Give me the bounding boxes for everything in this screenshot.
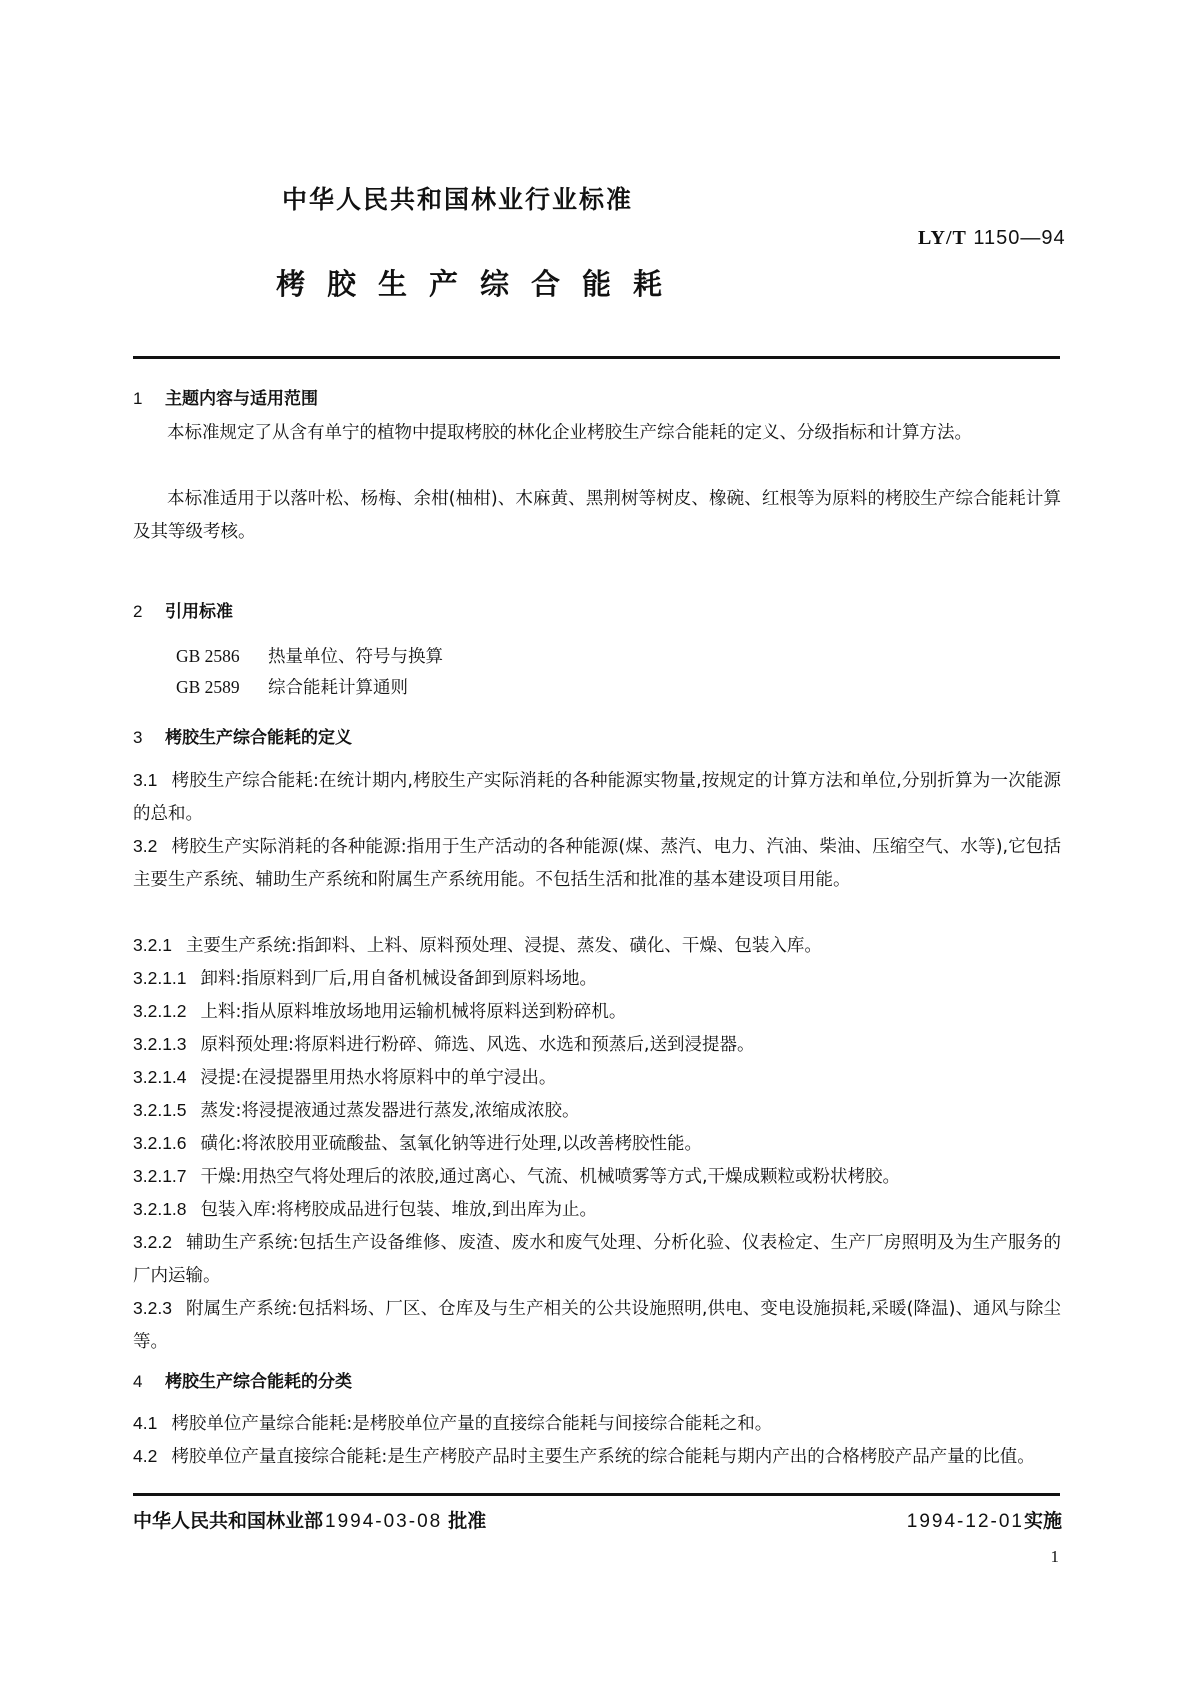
clause-number: 3.2.1.6 [133,1133,187,1153]
clause-text: 主要生产系统:指卸料、上料、原料预处理、浸提、蒸发、磺化、干燥、包装入库。 [185,936,822,956]
clause-text: 栲胶生产实际消耗的各种能源:指用于生产活动的各种能源(煤、蒸汽、电力、汽油、柴油、压缩空气、水等),它包括主要生产系统、辅助生产系统和附属生产系统用能。不包括生活和批准的基本建设项目用能。 [133,837,1061,890]
section-4-heading [133,1367,352,1392]
clause-text: 干燥:用热空气将处理后的浓胶,通过离心、气流、机械喷雾等方式,干燥成颗粒或粉状栲胶。 [200,1167,901,1187]
clause-number: 3.2.1.7 [133,1166,187,1186]
clause-text: 附属生产系统:包括料场、厂区、仓库及与生产相关的公共设施照明,供电、变电设施损耗,采暖(降温)、通风与除尘等。 [133,1299,1061,1352]
clause-3-2-1-8 [133,1193,1061,1227]
clause-3-2-1-2 [133,995,1061,1029]
reference-code: GB 2589 [176,677,240,697]
section-title: 主题内容与适用范围 [165,389,318,409]
section-title: 引用标准 [165,602,233,622]
effective-label: 实施 [1023,1510,1062,1532]
clause-text: 上料:指从原料堆放场地用运输机械将原料送到粉碎机。 [200,1002,627,1022]
clause-text: 蒸发:将浸提液通过蒸发器进行蒸发,浓缩成浓胶。 [200,1101,580,1121]
clause-number: 3.2.1 [133,935,172,955]
clause-number: 3.2.3 [133,1298,172,1318]
clause-number: 3.2.1.3 [133,1034,187,1054]
clause-text: 原料预处理:将原料进行粉碎、筛选、风选、水选和预蒸后,送到浸提器。 [200,1035,755,1055]
clause-number: 3.2.1.5 [133,1100,187,1120]
issuing-organization: 中华人民共和国林业行业标准 [282,185,634,214]
clause-number: 3.2 [133,836,158,856]
clause-3-2 [133,830,1061,897]
section-number: 2 [133,602,143,621]
section-number: 1 [133,389,143,408]
standard-code-prefix: LY/T [918,227,967,249]
clause-3-1 [133,764,1061,831]
section-1-heading [133,384,318,409]
reference-title: 热量单位、符号与换算 [268,647,443,667]
clause-3-2-1 [133,929,1061,963]
clause-3-2-2 [133,1226,1061,1293]
clause-number: 4.2 [133,1446,158,1466]
clause-3-2-3 [133,1292,1061,1359]
clause-number: 4.1 [133,1413,158,1433]
section-2-heading [133,597,233,622]
reference-code: GB 2586 [176,646,240,666]
clause-4-1 [133,1407,1061,1441]
section-title: 栲胶生产综合能耗的定义 [165,728,352,748]
approval-organization: 中华人民共和国林业部 [133,1510,324,1532]
clause-number: 3.2.1.4 [133,1067,187,1087]
clause-number: 3.2.2 [133,1232,172,1252]
clause-number: 3.2.1.8 [133,1199,187,1219]
section-1-paragraph-1: 本标准规定了从含有单宁的植物中提取栲胶的林化企业栲胶生产综合能耗的定义、分级指标和计算方法。 [167,423,972,443]
clause-3-2-1-4 [133,1061,1061,1095]
document-title: 栲胶生产综合能耗 [276,267,685,301]
clause-text: 栲胶单位产量综合能耗:是栲胶单位产量的直接综合能耗与间接综合能耗之和。 [171,1414,773,1434]
clause-3-2-1-6 [133,1127,1061,1161]
approval-line [133,1506,486,1533]
clause-text: 卸料:指原料到厂后,用自备机械设备卸到原料场地。 [200,969,597,989]
clause-3-2-1-5 [133,1094,1061,1128]
standard-code-number: 1150—94 [973,227,1066,249]
clause-text: 辅助生产系统:包括生产设备维修、废渣、废水和废气处理、分析化验、仪表检定、生产厂房照明及为生产服务的厂内运输。 [133,1233,1061,1286]
reference-item [176,674,408,699]
standard-code [918,227,1066,250]
page-number: 1 [1050,1547,1059,1566]
reference-item [176,643,443,668]
approval-date: 1994-03-08 [325,1511,443,1532]
section-number: 4 [133,1372,143,1391]
clause-3-2-1-7 [133,1160,1061,1194]
clause-text: 磺化:将浓胶用亚硫酸盐、氢氧化钠等进行处理,以改善栲胶性能。 [200,1134,702,1154]
clause-3-2-1-1 [133,962,1061,996]
effective-line [907,1506,1062,1533]
header-divider [133,356,1060,359]
section-title: 栲胶生产综合能耗的分类 [165,1372,352,1392]
section-number: 3 [133,728,143,747]
approval-label: 批准 [448,1510,487,1532]
clause-text: 浸提:在浸提器里用热水将原料中的单宁浸出。 [200,1068,557,1088]
effective-date: 1994-12-01 [906,1511,1024,1532]
clause-number: 3.2.1.1 [133,968,187,988]
clause-number: 3.2.1.2 [133,1001,187,1021]
section-1-paragraph-2: 本标准适用于以落叶松、杨梅、余柑(柚柑)、木麻黄、黑荆树等树皮、橡碗、红根等为原料的栲胶生产综合能耗计算及其等级考核。 [133,489,1061,542]
section-3-heading [133,723,352,748]
clause-number: 3.1 [133,770,158,790]
clause-3-2-1-3 [133,1028,1061,1062]
clause-text: 包装入库:将栲胶成品进行包装、堆放,到出库为止。 [200,1200,597,1220]
clause-text: 栲胶单位产量直接综合能耗:是生产栲胶产品时主要生产系统的综合能耗与期内产出的合格栲胶产品产量的比值。 [171,1447,1035,1467]
clause-4-2 [133,1440,1061,1474]
reference-title: 综合能耗计算通则 [268,678,408,698]
footer-divider [133,1493,1060,1496]
clause-text: 栲胶生产综合能耗:在统计期内,栲胶生产实际消耗的各种能源实物量,按规定的计算方法和单位,分别折算为一次能源的总和。 [133,771,1061,824]
